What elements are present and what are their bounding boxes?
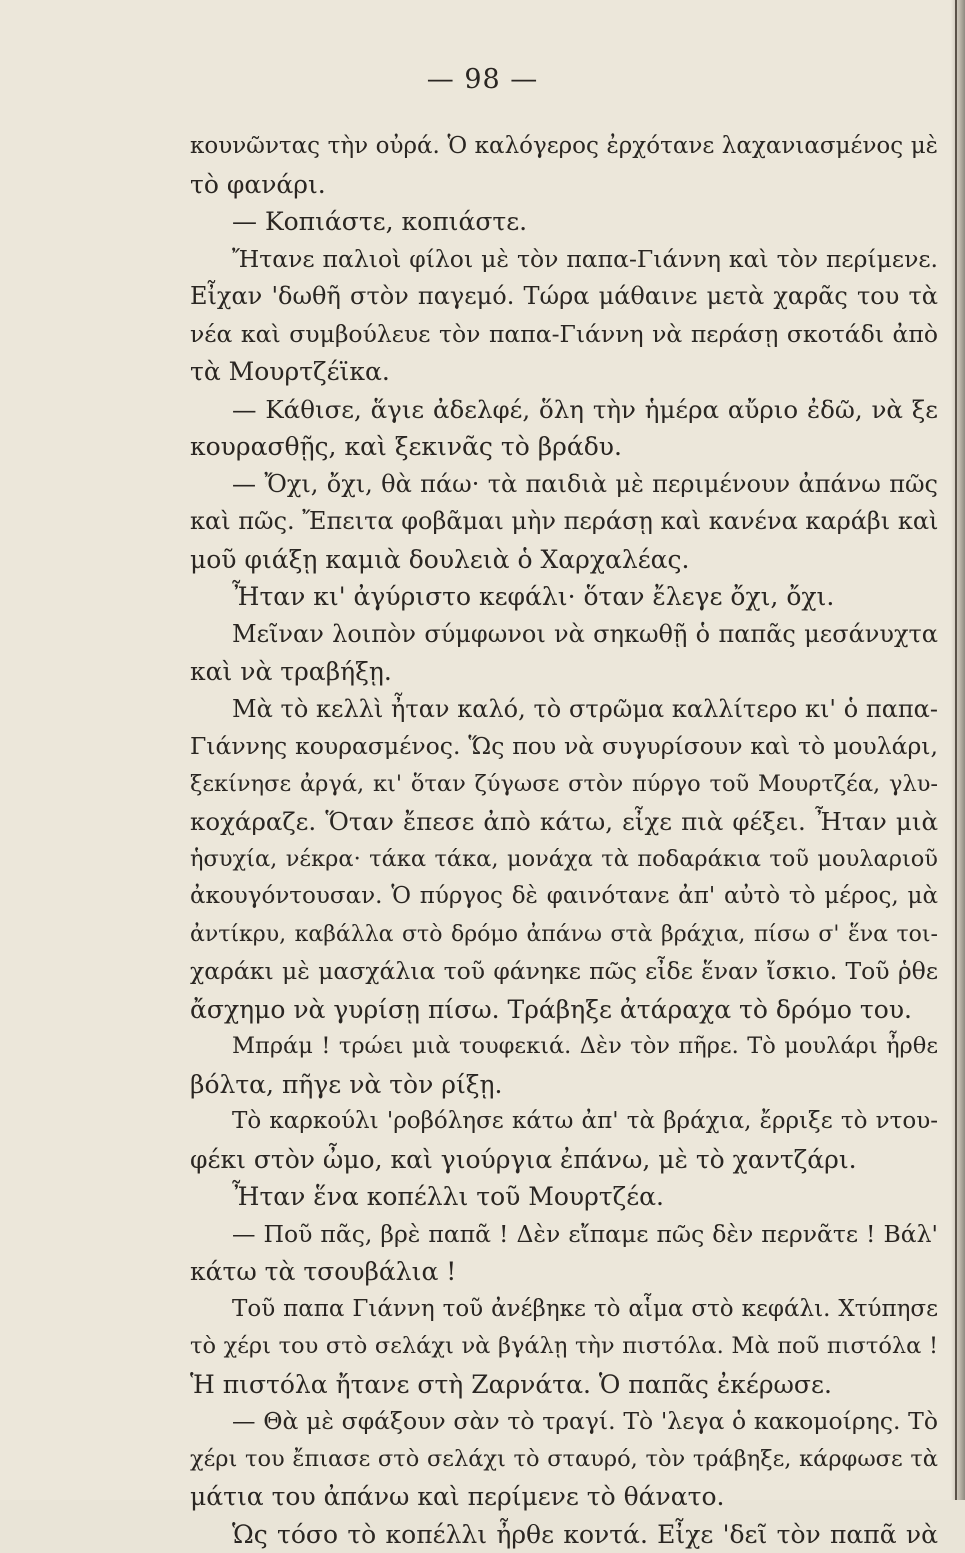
text-line: ἀκουγόντουσαν. Ὁ πύργος δὲ φαινότανε ἀπ' αὐτὸ τὸ μέρος, μὰ bbox=[190, 878, 938, 916]
text-line: Ἡ πιστόλα ἤτανε στὴ Ζαρνάτα. Ὁ παπᾶς ἐκέρωσε. bbox=[190, 1366, 938, 1404]
text-line: κουνῶντας τὴν οὐρά. Ὁ καλόγερος ἐρχότανε λαχανιασμένος μὲ bbox=[190, 128, 938, 166]
text-line: ἀντίκρυ, καβάλλα στὸ δρόμο ἀπάνω στὰ βράχια, πίσω σ' ἕνα τοι- bbox=[190, 916, 938, 954]
text-line: χέρι του ἔπιασε στὸ σελάχι τὸ σταυρό, τὸν τράβηξε, κάρφωσε τὰ bbox=[190, 1441, 938, 1479]
text-line: βόλτα, πῆγε νὰ τὸν ρίξῃ. bbox=[190, 1066, 938, 1104]
text-line: τὸ χέρι του στὸ σελάχι νὰ βγάλῃ τὴν πιστόλα. Μὰ ποῦ πιστόλα ! bbox=[190, 1328, 938, 1366]
text-line: νέα καὶ συμβούλευε τὸν παπα-Γιάννη νὰ περάσῃ σκοτάδι ἀπὸ bbox=[190, 316, 938, 354]
text-line: κουρασθῇς, καὶ ξεκινᾶς τὸ βράδυ. bbox=[190, 428, 938, 466]
text-line: Μεῖναν λοιπὸν σύμφωνοι νὰ σηκωθῇ ὁ παπᾶς μεσάνυχτα bbox=[190, 616, 938, 654]
text-line: καὶ νὰ τραβήξῃ. bbox=[190, 653, 938, 691]
text-line: χαράκι μὲ μασχάλια τοῦ φάνηκε πῶς εἶδε ἕναν ἴσκιο. Τοῦ ῥθε bbox=[190, 953, 938, 991]
text-line: κοχάραζε. Ὅταν ἔπεσε ἀπὸ κάτω, εἶχε πιὰ φέξει. Ἦταν μιὰ bbox=[190, 803, 938, 841]
page-edge-shadow bbox=[951, 0, 965, 1500]
text-line: Ἦταν ἕνα κοπέλλι τοῦ Μουρτζέα. bbox=[190, 1178, 938, 1216]
text-line: καὶ πῶς. Ἔπειτα φοβᾶμαι μὴν περάσῃ καὶ κανένα καράβι καὶ bbox=[190, 503, 938, 541]
text-line: μάτια του ἀπάνω καὶ περίμενε τὸ θάνατο. bbox=[190, 1478, 938, 1516]
text-line: Ἤτανε παλιοὶ φίλοι μὲ τὸν παπα-Γιάννη καὶ τὸν περίμενε. bbox=[190, 241, 938, 279]
text-line: — Θὰ μὲ σφάξουν σὰν τὸ τραγί. Τὸ 'λεγα ὁ κακομοίρης. Τὸ bbox=[190, 1403, 938, 1441]
text-line: — Ποῦ πᾶς, βρὲ παπᾶ ! Δὲν εἴπαμε πῶς δὲν περνᾶτε ! Βάλ' bbox=[190, 1216, 938, 1254]
text-line: — Κάθισε, ἅγιε ἀδελφέ, ὅλη τὴν ἡμέρα αὔριο ἐδῶ, νὰ ξε bbox=[190, 391, 938, 429]
text-line: Τοῦ παπα Γιάννη τοῦ ἀνέβηκε τὸ αἷμα στὸ κεφάλι. Χτύπησε bbox=[190, 1291, 938, 1329]
text-line: ἄσχημο νὰ γυρίσῃ πίσω. Τράβηξε ἀτάραχα τὸ δρόμο του. bbox=[190, 991, 938, 1029]
text-line: Γιάννης κουρασμένος. Ὥς που νὰ συγυρίσουν καὶ τὸ μουλάρι, bbox=[190, 728, 938, 766]
page-edge-line bbox=[955, 0, 957, 1500]
text-line: Ἦταν κι' ἀγύριστο κεφάλι· ὅταν ἔλεγε ὄχι, ὄχι. bbox=[190, 578, 938, 616]
text-line: Μὰ τὸ κελλὶ ἦταν καλό, τὸ στρῶμα καλλίτερο κι' ὁ παπα- bbox=[190, 691, 938, 729]
body-text bbox=[190, 128, 938, 1553]
text-line: Τὸ καρκούλι 'ροβόλησε κάτω ἀπ' τὰ βράχια, ἔρριξε τὸ ντου- bbox=[190, 1103, 938, 1141]
text-line: ἡσυχία, νέκρα· τάκα τάκα, μονάχα τὰ ποδαράκια τοῦ μουλαριοῦ bbox=[190, 841, 938, 879]
text-line: — Κοπιάστε, κοπιάστε. bbox=[190, 203, 938, 241]
text-line: ξεκίνησε ἀργά, κι' ὅταν ζύγωσε στὸν πύργο τοῦ Μουρτζέα, γλυ- bbox=[190, 766, 938, 804]
text-line: Εἶχαν 'δωθῆ στὸν παγεμό. Τώρα μάθαινε μετὰ χαρᾶς του τὰ bbox=[190, 278, 938, 316]
text-line: φέκι στὸν ὦμο, καὶ γιούργια ἐπάνω, μὲ τὸ χαντζάρι. bbox=[190, 1141, 938, 1179]
text-line: — Ὄχι, ὄχι, θὰ πάω· τὰ παιδιὰ μὲ περιμένουν ἀπάνω πῶς bbox=[190, 466, 938, 504]
text-line: μοῦ φιάξῃ καμιὰ δουλειὰ ὁ Χαρχαλέας. bbox=[190, 541, 938, 579]
text-line: Ὡς τόσο τὸ κοπέλλι ἦρθε κοντά. Εἶχε 'δεῖ τὸν παπᾶ νὰ bbox=[190, 1516, 938, 1553]
text-line: τὸ φανάρι. bbox=[190, 166, 938, 204]
text-line: Μπράμ ! τρώει μιὰ τουφεκιά. Δὲν τὸν πῆρε. Τὸ μουλάρι ἦρθε bbox=[190, 1028, 938, 1066]
text-line: κάτω τὰ τσουβάλια ! bbox=[190, 1253, 938, 1291]
page-number: — 98 — bbox=[0, 64, 965, 95]
text-line: τὰ Μουρτζέϊκα. bbox=[190, 353, 938, 391]
